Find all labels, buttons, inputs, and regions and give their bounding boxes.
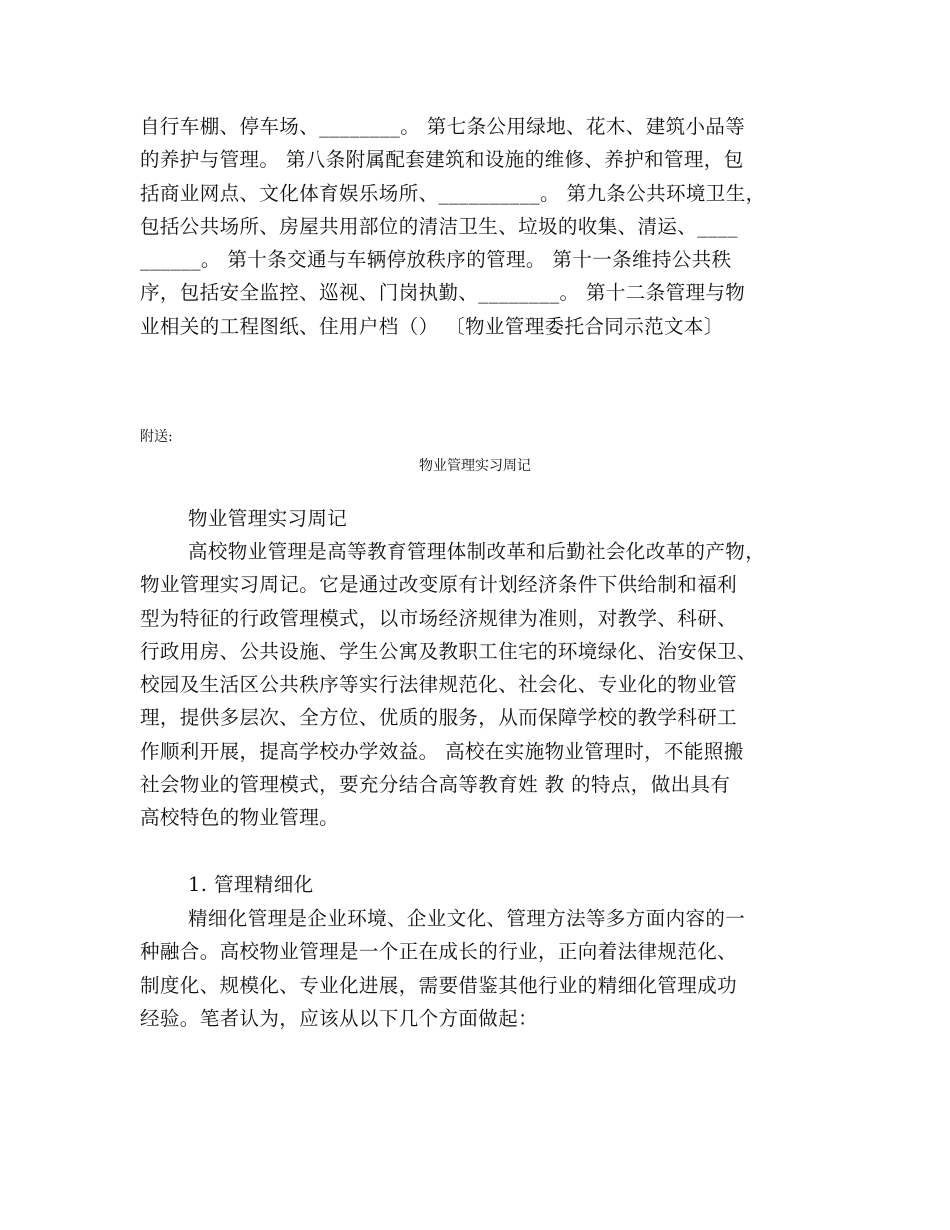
text-line: 社会物业的管理模式，要充分结合高等教育姓 教 的特点，做出具有 xyxy=(140,773,731,797)
text-line: 高校特色的物业管理。 xyxy=(140,806,340,830)
text-line: 业相关的工程图纸、住用户档（） 〔物业管理委托合同示范文本〕 xyxy=(140,314,724,338)
section-title: 1. 管理精细化 xyxy=(188,873,314,896)
text-line: 制度化、规模化、专业化进展，需要借鉴其他行业的精细化管理成功 xyxy=(140,973,738,997)
text-line: 包括公共场所、房屋共用部位的清洁卫生、垃圾的收集、清运、____ xyxy=(140,214,738,238)
text-line: ______。 第十条交通与车辆停放秩序的管理。 第十一条维持公共秩 xyxy=(140,248,732,272)
text-line: 型为特征的行政管理模式，以市场经济规律为准则，对教学、科研、 xyxy=(140,606,738,630)
text-line: 经验。笔者认为，应该从以下几个方面做起： xyxy=(140,1006,539,1030)
text-line: 精细化管理是企业环境、企业文化、管理方法等多方面内容的一 xyxy=(188,907,746,930)
appendix-label: 附送: xyxy=(140,429,173,445)
contract-clauses-paragraph xyxy=(140,110,812,343)
text-line: 种融合。高校物业管理是一个正在成长的行业，正向着法律规范化、 xyxy=(140,940,738,964)
refinement-paragraph xyxy=(140,902,812,1035)
text-line: 括商业网点、文化体育娱乐场所、__________。 第九条公共环境卫生， xyxy=(140,181,766,205)
text-line: 理，提供多层次、全方位、优质的服务，从而保障学校的教学科研工 xyxy=(140,706,738,730)
text-line: 高校物业管理是高等教育管理体制改革和后勤社会化改革的产物， xyxy=(188,540,766,563)
article-heading: 物业管理实习周记 xyxy=(188,507,348,530)
intro-paragraph xyxy=(140,535,812,835)
text-line: 的养护与管理。 第八条附属配套建筑和设施的维修、养护和管理，包 xyxy=(140,148,744,172)
appendix-title: 物业管理实习周记 xyxy=(419,458,531,474)
text-line: 校园及生活区公共秩序等实行法律规范化、社会化、专业化的物业管 xyxy=(140,673,738,697)
text-line: 行政用房、公共设施、学生公寓及教职工住宅的环境绿化、治安保卫、 xyxy=(140,639,757,663)
text-line: 物业管理实习周记。它是通过改变原有计划经济条件下供给制和福利 xyxy=(140,573,738,597)
text-line: 作顺利开展，提高学校办学效益。 高校在实施物业管理时，不能照搬 xyxy=(140,739,744,763)
text-line: 序，包括安全监控、巡视、门岗执勤、________。 第十二条管理与物 xyxy=(140,281,746,305)
text-line: 自行车棚、停车场、________。 第七条公用绿地、花木、建筑小品等 xyxy=(140,115,746,138)
